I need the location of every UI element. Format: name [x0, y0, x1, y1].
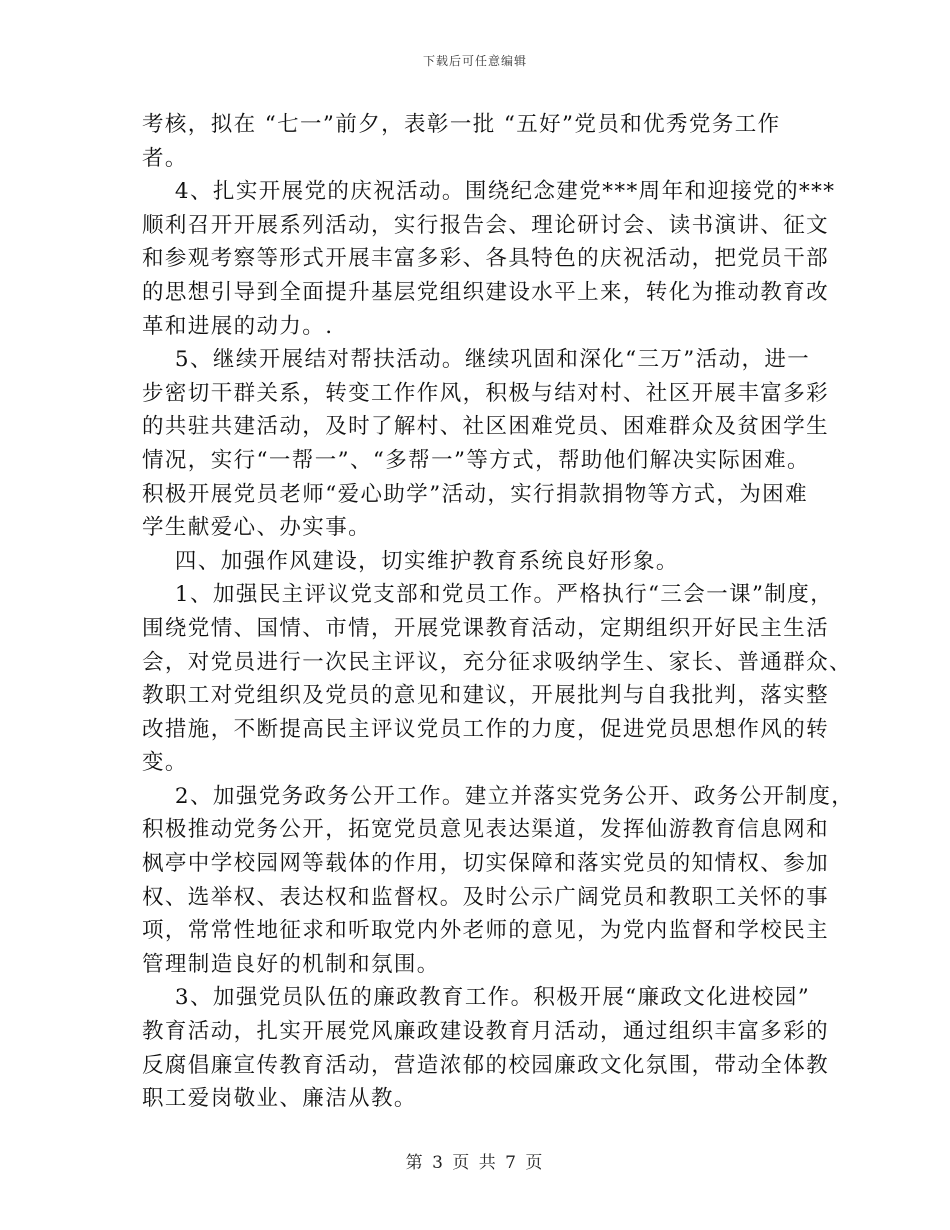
text-line: 的共驻共建活动，及时了解村、社区困难党员、困难群众及贫困学生 [142, 414, 830, 440]
text-line: 考核，拟在 “七一”前夕，表彰一批 “五好”党员和优秀党务工作 [142, 112, 781, 137]
text-line: 枫亭中学校园网等载体的作用，切实保障和落实党员的知情权、参加 [142, 851, 830, 877]
page-header: 下载后可任意编辑 [422, 54, 527, 68]
text-line: 会，对党员进行一次民主评议，充分征求吸纳学生、家长、普通群众、 [142, 649, 852, 675]
text-line: 步密切干群关系，转变工作作风，积极与结对村、社区开展丰富多彩 [142, 380, 830, 406]
text-line: 顺利召开开展系列活动，实行报告会、理论研讨会、读书演讲、征文 [142, 212, 830, 238]
text-line: 3、加强党员队伍的廉政教育工作。积极开展“廉政文化进校园” [142, 985, 811, 1011]
text-line: 积极推动党务公开，拓宽党员意见表达渠道，发挥仙游教育信息网和 [142, 817, 830, 843]
text-line: 管理制造良好的机制和氛围。 [142, 951, 440, 977]
text-line: 情况，实行“一帮一”、“多帮一”等方式，帮助他们解决实际困难。 [142, 447, 810, 473]
text-line: 变。 [142, 750, 188, 776]
text-line: 反腐倡廉宣传教育活动，营造浓郁的校园廉政文化氛围，带动全体教 [142, 1052, 830, 1078]
text-line: 项，常常性地征求和听取党内外老师的意见，为党内监督和学校民主 [142, 918, 830, 944]
text-line: 职工爱岗敬业、廉洁从教。 [142, 1086, 417, 1112]
text-line: 4、扎实开展党的庆祝活动。围绕纪念建党***周年和迎接党的*** [142, 179, 836, 205]
text-line: 5、继续开展结对帮扶活动。继续巩固和深化“三万”活动，进一 [142, 347, 811, 373]
text-line: 革和进展的动力。. [142, 313, 334, 339]
document-body [142, 108, 855, 1116]
text-line: 改措施，不断提高民主评议党员工作的力度，促进党员思想作风的转 [142, 716, 830, 742]
text-line: 2、加强党务政务公开工作。建立并落实党务公开、政务公开制度， [142, 783, 855, 809]
text-line: 的思想引导到全面提升基层党组织建设水平上来，转化为推动教育改 [142, 279, 830, 305]
text-line: 学生献爱心、办实事。 [142, 515, 372, 541]
text-line: 教职工对党组织及党员的意见和建议，开展批判与自我批判，落实整 [142, 683, 830, 709]
text-line: 四、加强作风建设，切实维护教育系统良好形象。 [142, 548, 679, 574]
text-line: 1、加强民主评议党支部和党员工作。严格执行“三会一课”制度， [142, 582, 834, 608]
text-line: 权、选举权、表达权和监督权。及时公示广阔党员和教职工关怀的事 [142, 884, 830, 910]
text-line: 者。 [142, 145, 188, 171]
text-line: 围绕党情、国情、市情，开展党课教育活动，定期组织开好民主生活 [142, 615, 830, 641]
text-line: 教育活动，扎实开展党风廉政建设教育月活动，通过组织丰富多彩的 [142, 1019, 830, 1045]
text-line: 和参观考察等形式开展丰富多彩、各具特色的庆祝活动，把党员干部 [142, 246, 830, 272]
page-number: 第 3 页 共 7 页 [405, 1153, 545, 1173]
text-line: 积极开展党员老师“爱心助学”活动，实行捐款捐物等方式，为困难 [142, 481, 808, 507]
